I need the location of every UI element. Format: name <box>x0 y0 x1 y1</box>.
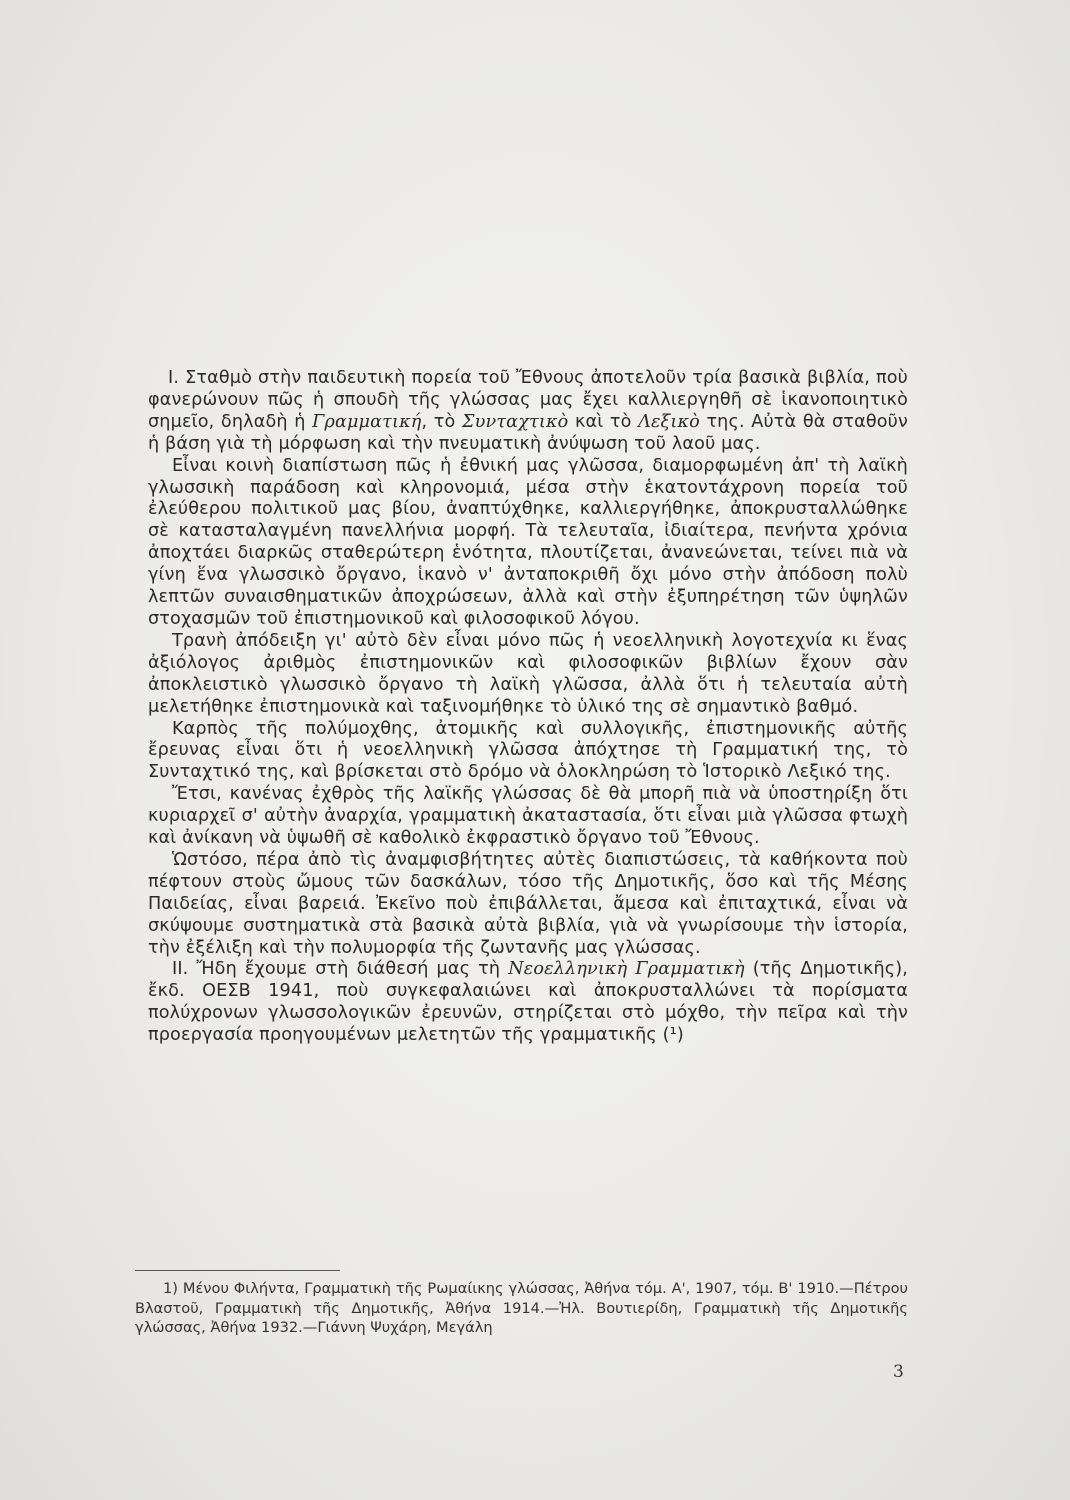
paragraph-5: Ἔτσι, κανένας ἐχθρὸς τῆς λαϊκῆς γλώσσας δὲ θὰ μπορῆ πιὰ νὰ ὑποστηρίξη ὅτι κυριαρχεῖ σ' αὐτὴν ἀναρχία, γραμματικὴ ἀκαταστασία, ὅτι εἶναι μιὰ γλῶσσα φτωχὴ καὶ ἀνίκανη νὰ ὑψωθῆ σὲ καθολικὸ ἐκφραστικὸ ὄργανο τοῦ Ἔθνους. <box>148 784 908 849</box>
paragraph-4: Καρπὸς τῆς πολύμοχθης, ἀτομικῆς καὶ συλλογικῆς, ἐπιστημονικῆς αὐτῆς ἔρευνας εἶναι ὅτι ἡ νεοελληνικὴ γλῶσσα ἀπόχτησε τὴ Γραμματική της, τὸ Συνταχτικό της, καὶ βρίσκεται στὸ δρόμο νὰ ὁλοκληρώση τὸ Ἱστορικὸ Λεξικό της. <box>148 718 908 783</box>
book-title-syntax: Συνταχτικὸ <box>462 411 569 432</box>
paragraph-section-1-intro <box>148 368 908 456</box>
footnote-divider <box>135 1270 340 1271</box>
paragraph-2: Εἶναι κοινὴ διαπίστωση πῶς ἡ ἐθνική μας γλῶσσα, διαμορφωμένη ἀπ' τὴ λαϊκὴ γλωσσικὴ παράδοση καὶ κληρονομιά, μέσα στὴν ἑκατοντάχρονη πορεία τοῦ ἐλεύθερου πολιτικοῦ μας βίου, ἀναπτύχθηκε, καλλιεργήθηκε, ἀποκρυσταλλώθηκε σὲ κατασταλαγμένη πανελλήνια μορφή. Τὰ τελευταῖα, ἰδιαίτερα, πενήντα χρόνια ἀποχτάει διαρκῶς σταθερώτερη ἑνότητα, πλουτίζεται, ἀνανεώνεται, τείνει πιὰ νὰ γίνη ἕνα γλωσσικὸ ὄργανο, ἱκανὸ ν' ἀνταποκριθῆ ὄχι μόνο στὴν ἀπόδοση πολὺ λεπτῶν συναισθηματικῶν ἀποχρώσεων, ἀλλὰ καὶ στὴν ἐξυπηρέτηση τῶν ὑψηλῶν στοχασμῶν τοῦ ἐπιστημονικοῦ καὶ φιλοσοφικοῦ λόγου. <box>148 455 908 629</box>
book-title-lexicon: Λεξικὸ <box>638 411 700 432</box>
page-number: 3 <box>893 1362 904 1382</box>
paragraph-section-2 <box>148 959 908 1047</box>
paragraph-text: I. Σταθμὸ στὴν παιδευτικὴ πορεία τοῦ Ἔθνους ἀποτελοῦν τρία βασικὰ βιβλία, ποὺ φανερώνουν πῶς ἡ σπουδὴ τῆς γλώσσας μας ἔχει καλλιεργηθῆ σὲ ἱκανοποιητικὸ σημεῖο, δηλαδὴ ἡ <box>148 368 908 432</box>
book-title-neohellenic-grammar: Νεοελληνικὴ Γραμματικὴ <box>508 959 745 980</box>
paragraph-text: καὶ τὸ <box>568 411 639 432</box>
body-text <box>148 368 908 1047</box>
paragraph-text: της. Αὐτὰ θὰ σταθοῦν ἡ βάση γιὰ τὴ μόρφωση καὶ τὴν πνευματικὴ ἀνύψωση τοῦ λαοῦ μας. <box>148 411 908 454</box>
paragraph-3: Τρανὴ ἀπόδειξη γι' αὐτὸ δὲν εἶναι μόνο πῶς ἡ νεοελληνικὴ λογοτεχνία κι ἕνας ἀξιόλογος ἀριθμὸς ἐπιστημονικῶν καὶ φιλοσοφικῶν βιβλίων ἔχουν σὰν ἀποκλειστικὸ γλωσσικὸ ὄργανο τὴ λαϊκὴ γλῶσσα, ἀλλὰ ὅτι ἡ τελευταία αὐτὴ μελετήθηκε ἐπιστημονικὰ καὶ ταξινομήθηκε τὸ ὑλικό της σὲ σημαντικὸ βαθμό. <box>148 630 908 717</box>
paragraph-text: (τῆς Δημοτικῆς), ἔκδ. ΟΕΣΒ 1941, ποὺ συγκεφαλαιώνει καὶ ἀποκρυσταλλώνει τὰ πορίσματα πολύχρονων γλωσσολογικῶν ἐρευνῶν, στηρίζεται στὸ μόχθο, τὴν πεῖρα καὶ τὴν προεργασία προηγουμένων μελετητῶν τῆς γραμματικῆς (¹) <box>148 959 908 1046</box>
paragraph-6: Ὡστόσο, πέρα ἀπὸ τὶς ἀναμφισβήτητες αὐτὲς διαπιστώσεις, τὰ καθήκοντα ποὺ πέφτουν στοὺς ὤμους τῶν δασκάλων, τόσο τῆς Δημοτικῆς, ὅσο καὶ τῆς Μέσης Παιδείας, εἶναι βαρειά. Ἐκεῖνο ποὺ ἐπιβάλλεται, ἄμεσα καὶ ἐπιταχτικά, εἶναι νὰ σκύψουμε συστηματικὰ στὰ βασικὰ αὐτὰ βιβλία, γιὰ νὰ γνωρίσουμε τὴν ἱστορία, τὴν ἐξέλιξη καὶ τὴν πολυμορφία τῆς ζωντανῆς μας γλώσσας. <box>148 849 908 958</box>
paragraph-text: , τὸ <box>421 411 463 432</box>
book-title-grammar: Γραμματική <box>312 411 422 432</box>
paragraph-text: II. Ἤδη ἔχουμε στὴ διάθεσή μας τὴ <box>172 959 509 980</box>
footnote: 1) Μένου Φιλήντα, Γραμματικὴ τῆς Ρωμαίικης γλώσσας, Ἀθήνα τόμ. Α', 1907, τόμ. Β' 1910.—Πέτρου Βλαστοῦ, Γραμματικὴ τῆς Δημοτικῆς, Ἀθήνα 1914.—Ἠλ. Βουτιερίδη, Γραμματικὴ τῆς Δημοτικῆς γλώσσας, Ἀθήνα 1932.—Γιάννη Ψυχάρη, Μεγάλη <box>135 1280 908 1337</box>
